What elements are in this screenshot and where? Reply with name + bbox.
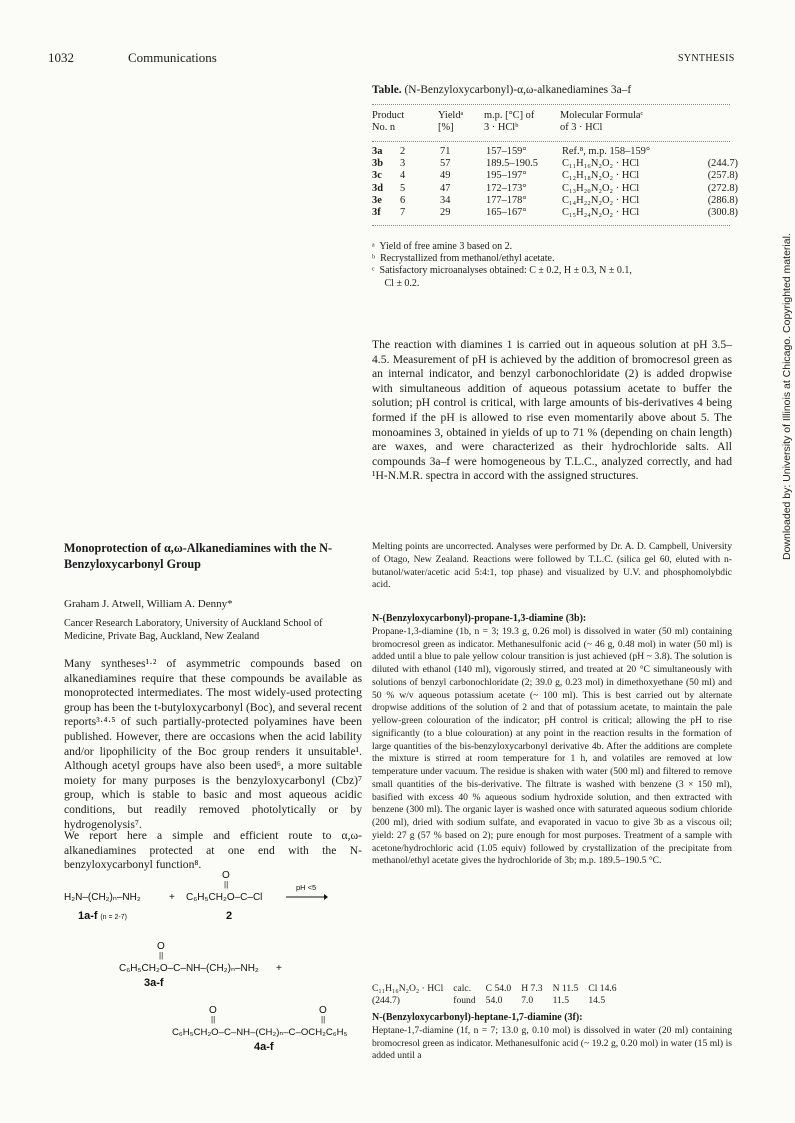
table-cell-no: 3e [372, 194, 382, 206]
table-header-row [372, 122, 732, 134]
exp1-title: N-(Benzyloxycarbonyl)-propane-1,3-diamine (3b): [372, 613, 587, 624]
table-footnotes [372, 241, 732, 290]
reaction-scheme [64, 870, 364, 1070]
label-4af-text: 4a-f [254, 1041, 274, 1053]
plus-sign-2: + [276, 963, 282, 974]
para2-text: We report here a simple and efficient route to α,ω-alkanediamines protected at one end with the N-benzyloxycarbonyl function⁸. [64, 829, 362, 872]
table-cell-formula: Ref.⁸, m.p. 158–159° [562, 146, 651, 157]
table-cell-formula: C₁₂H₁₈N₂O₂ · HCl [562, 170, 640, 182]
table-header-cell: 3 · HClᵇ [484, 122, 519, 134]
label-2 [226, 910, 232, 922]
page-number: 1032 [48, 50, 74, 65]
table-cell-n: 6 [400, 194, 406, 206]
label-4af [254, 1041, 274, 1053]
analysis-cell: 7.0 [521, 995, 534, 1007]
article-title: Monoprotection of α,ω-Alkanediamines with the N-Benzyloxycarbonyl Group [64, 541, 333, 571]
carbonyl-o-2: O [222, 870, 230, 881]
intro-paragraph [372, 338, 732, 484]
affiliation: Cancer Research Laboratory, University of Auckland School of Medicine, Private Bag, Auckland, New Zealand [64, 618, 323, 642]
table-cell-mw [698, 146, 744, 158]
label-1af-note: (n = 2-7) [100, 914, 127, 921]
table-cell-formula: C₁₄H₂₂N₂O₂ · HCl [562, 194, 640, 206]
general-text: Melting points are uncorrected. Analyses were performed by Dr. A. D. Campbell, University of Otago, New Zealand. Reactions were followed by T.L.C. (silica gel 60, eluted with n-butanol/water/acetic acid 5:4:1, top phase) and visualized by U.V. and phosphomolybdic acid. [372, 541, 732, 591]
intro-para-1 [64, 657, 362, 832]
table-cell-yield: 47 [440, 182, 451, 194]
table-cell-no: 3a [372, 146, 383, 157]
table-header-cell: m.p. [°C] of [484, 110, 535, 121]
table-header-cell: [%] [438, 122, 454, 134]
double-bond-4a: || [211, 1015, 216, 1024]
table-cell-n: 2 [400, 146, 406, 157]
exp2-title: N-(Benzyloxycarbonyl)-heptane-1,7-diamine (3f): [372, 1012, 583, 1023]
table-row [372, 146, 744, 158]
analysis-cell: 11.5 [552, 995, 569, 1007]
double-bond-4b: || [321, 1015, 326, 1024]
table-header-cell [686, 122, 732, 134]
table-body [372, 146, 744, 219]
table-cell-mp: 195–197° [486, 170, 527, 182]
table-header-cell [686, 110, 732, 122]
journal-name: SYNTHESIS [678, 53, 735, 64]
analysis-cell: calc. [453, 983, 472, 994]
product-4: C₆H₅CH₂O–C–NH–(CH₂)ₙ–C–OCH₂C₆H₅ [172, 1027, 348, 1038]
table-cell-mp: 189.5–190.5 [486, 158, 538, 170]
table-cell-mp: 165–167° [486, 207, 527, 219]
analysis-cell: N 11.5 [552, 983, 579, 994]
table-header-cell: Yieldᵃ [438, 110, 464, 121]
table-cell-mw: (300.8) [707, 207, 738, 219]
general-remarks [372, 541, 732, 592]
reactant-1: H₂N–(CH₂)ₙ–NH₂ [64, 892, 141, 903]
table-header-row [372, 110, 732, 122]
carbonyl-o-4a: O [209, 1005, 217, 1016]
carbonyl-o-4b: O [319, 1005, 327, 1016]
table-cell-no: 3f [372, 207, 381, 219]
intro-text: The reaction with diamines 1 is carried out in aqueous solution at pH 3.5–4.5. Measurement of pH is achieved by the addition of bromocresol green as an internal indicator, and benzyl carbonochloridate (2) is added dropwise with simultaneous addition of aqueous potassium acetate to buffer the solution; pH control is critical, with large amounts of bis-derivatives 4 being formed if the pH is allowed to rise even momentarily above about 5. The monoamines 3, obtained in yields of up to 71 % (depending on chain length) are waxes, and were characterized as their hydrochloride salts. All compounds 3a–f were homogeneous by T.L.C., analyzed correctly, and had ¹H-N.M.R. spectra in accord with the assigned structures. [372, 338, 732, 483]
label-2-text: 2 [226, 910, 233, 922]
experimental-3b [372, 613, 732, 868]
table-top-rule [372, 104, 730, 105]
double-bond-2: || [224, 880, 229, 889]
table-cell-formula: C₁₅H₂₄N₂O₂ · HCl [562, 207, 640, 219]
table-cell-yield: 49 [440, 170, 451, 182]
table-cell-yield: 29 [440, 207, 451, 219]
table-footnote: ᵃ Yield of free amine 3 based on 2. [372, 241, 513, 252]
table-cell-formula: C₁₁H₁₆N₂O₂ · HCl [562, 158, 640, 170]
table-cell-n: 5 [400, 182, 406, 194]
table-cell-n: 3 [400, 158, 406, 170]
table-cell-mw: (244.7) [707, 158, 738, 170]
table-cell-no: 3b [372, 158, 383, 170]
table-footnote: ᶜ Satisfactory microanalyses obtained: C ± 0.2, H ± 0.3, N ± 0.1, [372, 265, 632, 277]
download-notice: Downloaded by: University of Illinois at Chicago. Copyrighted material. [781, 233, 793, 560]
table-row [372, 207, 744, 219]
table-row [372, 183, 744, 195]
plus-sign: + [169, 892, 175, 903]
intro-para-2 [64, 829, 362, 873]
table-cell-mp: 177–178° [486, 194, 527, 206]
carbonyl-o-3: O [157, 941, 165, 952]
table-cell-no: 3d [372, 182, 383, 194]
table-row [372, 170, 744, 182]
analysis-row [372, 995, 627, 1007]
analysis-row [372, 983, 627, 995]
analysis-cell: Cl 14.6 [588, 983, 617, 994]
label-3af-text: 3a-f [144, 977, 164, 989]
table-cell-yield: 71 [440, 146, 451, 157]
product-3: C₆H₅CH₂O–C–NH–(CH₂)ₙ–NH₂ [119, 963, 259, 974]
label-1af [78, 910, 127, 922]
table-title-label: Table. [372, 84, 402, 96]
reaction-arrow [286, 892, 328, 902]
table-footnote: Cl ± 0.2. [372, 277, 420, 289]
data-table [372, 110, 732, 134]
analysis-cell: found [453, 995, 476, 1007]
experimental-3f [372, 1012, 732, 1063]
label-1af-text: 1a-f [78, 910, 98, 922]
para1-text: Many syntheses¹·² of asymmetric compounds based on alkanediamines require that these compounds be available as monoprotected intermediates. The most widely-used protecting group has been the t-butyloxycarbonyl (Boc), and several recent reports³·⁴·⁵ of such partially-protected polyamines have been published. However, there are occasions when the acid lability and/or lipophilicity of the Boc group renders it unsuitable¹. Although acetyl groups have also been used⁶, a more suitable moiety for many purposes is the benzyloxycarbonyl (Cbz)⁷ group, which is stable to basic and most aqueous acidic conditions, but readily removed photolytically or by hydrogenolysis⁷. [64, 657, 362, 831]
label-3af [144, 977, 164, 989]
table-header-cell: No. n [372, 122, 396, 134]
table-cell-n: 4 [400, 170, 406, 182]
analysis-cell: H 7.3 [521, 983, 543, 994]
analysis-cell: 14.5 [588, 995, 606, 1007]
table-cell-yield: 57 [440, 158, 451, 170]
reaction-condition: pH <5 [296, 883, 317, 892]
table-cell-n: 7 [400, 207, 406, 219]
table-header-cell: Product [372, 110, 405, 121]
table-cell-mw: (272.8) [707, 182, 738, 194]
analysis-cell: C 54.0 [485, 983, 512, 994]
section-name: Communications [128, 50, 217, 65]
table-cell-formula: C₁₃H₂₀N₂O₂ · HCl [562, 182, 640, 194]
table-title-text: (N-Benzyloxycarbonyl)-α,ω-alkanediamines 3a–f [404, 84, 632, 96]
table-header-cell: Molecular Formulaᶜ [560, 110, 644, 121]
table-bottom-rule [372, 225, 730, 226]
reactant-2: C₆H₅CH₂O–C–Cl [186, 892, 263, 903]
table-cell-yield: 34 [440, 194, 451, 206]
table-cell-no: 3c [372, 170, 382, 182]
table-cell-mp: 172–173° [486, 182, 527, 194]
double-bond-3: || [159, 951, 164, 960]
analysis-cell: 54.0 [485, 995, 503, 1007]
table-cell-mp: 157–159° [486, 146, 527, 157]
table-cell-mw: (257.8) [707, 170, 738, 182]
table-row [372, 158, 744, 170]
analysis-3b [372, 983, 627, 1007]
table-title [372, 84, 732, 96]
analysis-cell: (244.7) [372, 995, 400, 1007]
table-header-cell: of 3 · HCl [560, 122, 603, 134]
authors: Graham J. Atwell, William A. Denny* [64, 598, 233, 610]
table-cell-mw: (286.8) [707, 194, 738, 206]
exp1-body: Propane-1,3-diamine (1b, n = 3; 19.3 g, 0.26 mol) is dissolved in water (50 ml) containing bromocresol green as indicator. Methanesulfonic acid (~ 46 g, 0.48 mol) in water (50 ml) is added until a blue to pale yellow colour transition is just achieved (pH ~ 3.8). The solution is diluted with ethanol (140 ml), vigorously stirred, and treated at 20 °C simultaneously with solutions of benzyl carbonochloridate (2; 39.0 g, 0.23 mol) in dimethoxyethane (50 ml) and 50 % w/v aqueous potassium acetate (~ 100 ml). This is best carried out by alternate dropwise additions of the solution of 2 and that of potassium acetate, to maintain the pale yellow-green colouration of the indicator; pH control is critical; allowing the pH to rise significantly (to a blue colouration) at any point in the reaction results in the formation of large quantities of the bis-benzyloxycarbonyl derivative 4b. After the additions are complete the mixture is stirred at room temperature for 1 h, and volatiles are removed at low temperature under vacuum. The residue is shaken with water (500 ml) and filtered to remove small quantities of the bis-derivative. The filtrate is washed with benzene (3 × 150 ml), basified with excess 40 % aqueous sodium hydroxide solution, and then extracted with benzene (300 ml). The organic layer is washed once with saturated aqueous sodium chloride (200 ml), dried with sodium sulfate, and evaporated in vacuo to give 3b as a viscous oil; yield: 27 g (57 % based on 2); pure enough for most purposes. Treatment of a sample with acetone/hydrochloric acid (1.05 equiv) followed by crystallization of the precipitate from methanol/ethyl acetate gives the hydrochloride of 3b; m.p. 189.5–190.5 °C. [372, 625, 732, 867]
exp2-body: Heptane-1,7-diamine (1f, n = 7; 13.0 g, 0.10 mol) is dissolved in water (20 ml) containing bromocresol green as indicator. Methanesulfonic acid (~ 19.2 g, 0.20 mol) in water (15 ml) is added until a [372, 1024, 732, 1062]
table-footnote: ᵇ Recrystallized from methanol/ethyl acetate. [372, 253, 555, 265]
analysis-cell: C₁₁H₁₆N₂O₂ · HCl [372, 983, 444, 994]
table-head-rule [372, 141, 730, 142]
table-row [372, 195, 744, 207]
